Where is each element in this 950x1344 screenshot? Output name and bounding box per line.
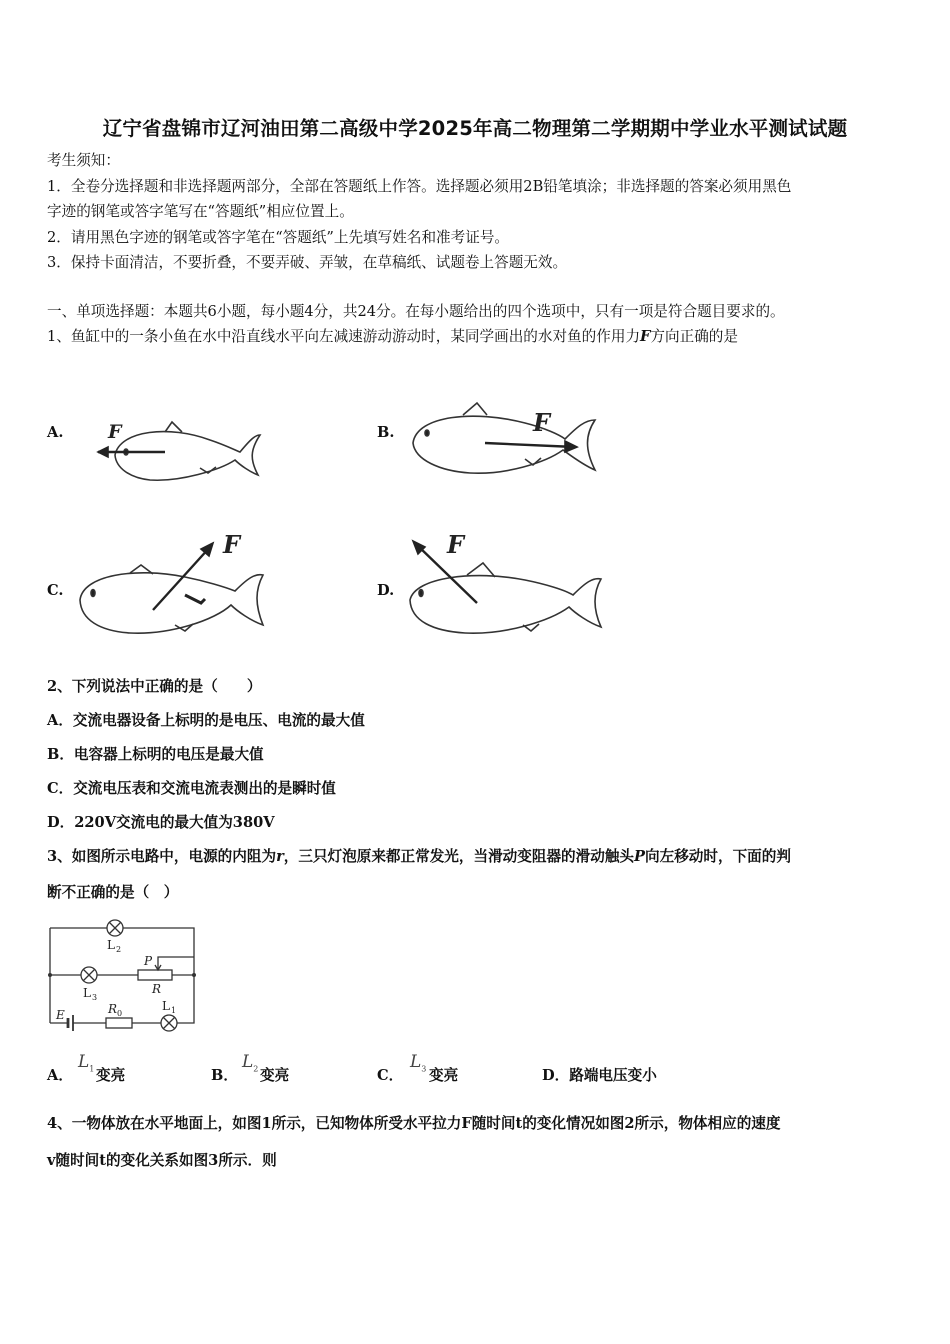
q3-stem-before: 3、如图所示电路中，电源的内阻为 — [47, 848, 277, 865]
q1-fish-d-force-label: F — [447, 530, 465, 559]
q3-option-a-text: 变亮 — [96, 1067, 126, 1084]
circuit-label-p: P — [144, 954, 153, 968]
circuit-label-l1-sub: 1 — [171, 1006, 177, 1015]
q2-option-d: D．220V交流电的最大值为380V — [47, 814, 275, 831]
q3-option-a-symbol: $L_1$ — [78, 1052, 95, 1074]
q3-option-b-symbol: $L_2$ — [242, 1052, 259, 1074]
q3-stem-after: 向左移动时，下面的判 — [645, 848, 791, 865]
q1-fish-b-figure — [405, 395, 615, 485]
q3-option-a-label: A． — [47, 1067, 73, 1084]
circuit-label-e: E — [56, 1008, 65, 1022]
q3-option-c-label: C． — [377, 1067, 404, 1084]
q3-stem-mid: ，三只灯泡原来都正常发光，当滑动变阻器的滑动触头 — [283, 848, 635, 865]
circuit-label-r0-sub: 0 — [117, 1009, 123, 1018]
q3-option-b-text: 变亮 — [260, 1067, 290, 1084]
circuit-label-l3: L — [83, 986, 91, 1000]
q3-stem-r: r — [276, 848, 284, 865]
question-3-stem-line-1 — [47, 847, 791, 867]
circuit-label-r: R — [152, 982, 162, 996]
q1-stem-before: 1、鱼缸中的一条小鱼在水中沿直线水平向左减速游动游动时，某同学画出的水对鱼的作用力 — [47, 328, 641, 345]
question-4-line-2: v随时间t的变化关系如图3所示．则 — [47, 1152, 277, 1169]
notice-line-1a: 1．全卷分选择题和非选择题两部分，全部在答题纸上作答。选择题必须用2B铅笔填涂；非选择题的答案必须用黑色 — [47, 178, 792, 195]
q3-stem-p: P — [634, 848, 646, 865]
q3-option-d: D．路端电压变小 — [542, 1067, 657, 1084]
q1-option-d-label: D. — [377, 582, 395, 599]
circuit-label-r0: R — [108, 1002, 118, 1016]
q1-stem-after: 方向正确的是 — [650, 328, 738, 345]
q3-option-b-label: B． — [211, 1067, 238, 1084]
q1-fish-d-figure — [405, 525, 610, 640]
notice-line-2: 2．请用黑色字迹的钢笔或答字笔在“答题纸”上先填写姓名和准考证号。 — [47, 229, 510, 246]
q1-option-b-label: B. — [377, 424, 395, 441]
section-1-heading: 一、单项选择题：本题共6小题，每小题4分，共24分。在每小题给出的四个选项中，只有一项是符合题目要求的。 — [47, 303, 785, 320]
circuit-label-l2: L — [107, 938, 115, 952]
q1-fish-b-force-label: F — [533, 408, 551, 437]
q3-option-c-text: 变亮 — [429, 1067, 459, 1084]
q2-option-b: B．电容器上标明的电压是最大值 — [47, 746, 264, 763]
question-2-stem: 2、下列说法中正确的是（ ） — [47, 678, 262, 695]
q3-circuit-diagram — [40, 915, 210, 1035]
notice-heading: 考生须知： — [47, 152, 120, 169]
circuit-label-l2-sub: 2 — [116, 945, 122, 954]
q1-option-c-label: C. — [47, 582, 64, 599]
circuit-label-l1: L — [162, 999, 170, 1013]
q2-option-a: A．交流电器设备上标明的是电压、电流的最大值 — [47, 712, 365, 729]
notice-line-3: 3．保持卡面清洁，不要折叠，不要弄破、弄皱，在草稿纸、试题卷上答题无效。 — [47, 254, 568, 271]
q1-fish-c-figure — [75, 525, 275, 640]
page-title: 辽宁省盘锦市辽河油田第二高级中学2025年高二物理第二学期期中学业水平测试试题 — [102, 117, 848, 140]
q1-fish-c-force-label: F — [223, 530, 241, 559]
q1-fish-a-figure — [90, 410, 270, 490]
circuit-label-l3-sub: 3 — [92, 993, 98, 1002]
q1-stem-var: F — [640, 328, 651, 345]
notice-line-1b: 字迹的钢笔或答字笔写在“答题纸”相应位置上。 — [47, 203, 354, 220]
q1-option-a-label: A. — [47, 424, 64, 441]
question-1-stem — [47, 327, 738, 347]
question-3-stem-line-2: 断不正确的是（ ） — [47, 884, 179, 901]
question-4-line-1: 4、一物体放在水平地面上，如图1所示，已知物体所受水平拉力F随时间t的变化情况如图2所示，物体相应的速度 — [47, 1115, 781, 1132]
q3-option-c-symbol: $L_3$ — [410, 1052, 427, 1074]
q2-option-c: C．交流电压表和交流电流表测出的是瞬时值 — [47, 780, 336, 797]
q1-fish-a-force-label: F — [108, 421, 122, 443]
